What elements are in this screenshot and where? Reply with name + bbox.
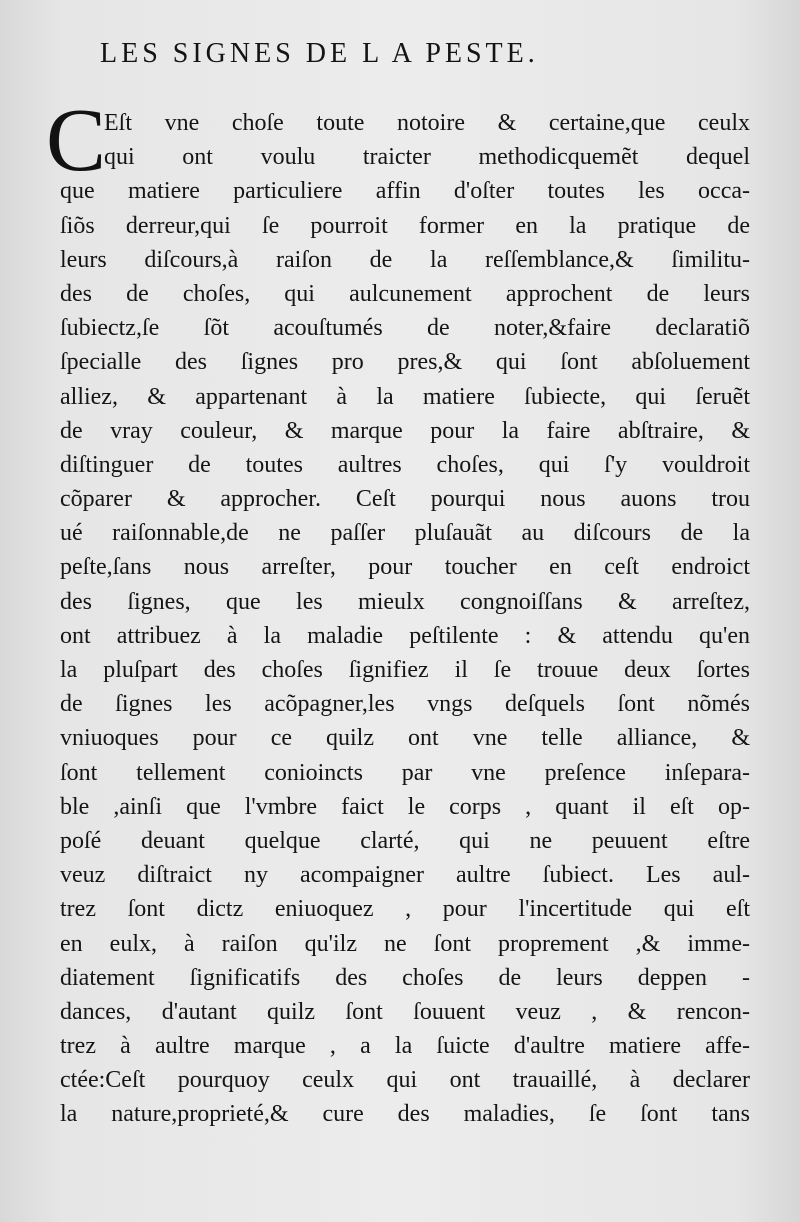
text-line: ont attribuez à la maladie peſtilente : & attendu qu'en: [60, 622, 750, 649]
text-line: ble ,ainſi que l'vmbre faict le corps , quant il eſt op-: [60, 793, 750, 820]
text-line: ſubiectz,ſe ſõt acouſtumés de noter,&faire declaratiõ: [60, 315, 750, 342]
text-line: alliez, & appartenant à la matiere ſubiecte, qui ſeruẽt: [60, 383, 750, 410]
text-line: des de choſes, qui aulcunement approchent de leurs: [60, 280, 750, 307]
body-text: [60, 106, 750, 1132]
text-line: de ſignes les acõpagner,les vngs deſquels ſont nõmés: [60, 691, 750, 718]
text-line: ſpecialle des ſignes pro pres,& qui ſont abſoluement: [60, 349, 750, 376]
text-line: diſtinguer de toutes aultres choſes, qui ſ'y vouldroit: [60, 451, 750, 478]
text-line: Eſt vne choſe toute notoire & certaine,que ceulx: [104, 110, 750, 136]
text-line: trez ſont dictz eniuoquez , pour l'incertitude qui eſt: [60, 896, 750, 923]
text-line: en eulx, à raiſon qu'ilz ne ſont proprement ,& imme-: [60, 930, 750, 957]
text-line: la pluſpart des choſes ſignifiez il ſe trouue deux ſortes: [60, 657, 750, 683]
text-line: dances, d'autant quilz ſont ſouuent veuz , & rencon-: [60, 998, 750, 1025]
text-line: ſont tellement conioincts par vne preſence inſepara-: [60, 759, 750, 786]
text-line: ctée:Ceſt pourquoy ceulx qui ont trauaillé, à declarer: [60, 1067, 750, 1094]
text-line: trez à aultre marque , a la ſuicte d'aultre matiere affe-: [60, 1033, 750, 1060]
text-line: ué raiſonnable,de ne paſſer pluſauãt au diſcours de la: [60, 520, 750, 547]
running-title: LES SIGNES DE L A PESTE.: [100, 38, 539, 69]
text-line: ſiõs derreur,qui ſe pourroit former en la pratique de: [60, 212, 750, 239]
drop-cap: C: [46, 91, 107, 190]
text-line: leurs diſcours,à raiſon de la reſſemblance,& ſimilitu-: [60, 246, 750, 273]
text-line: cõparer & approcher. Ceſt pourqui nous auons trou: [60, 486, 750, 513]
text-line: la nature,proprieté,& cure des maladies, ſe ſont tans: [60, 1101, 750, 1128]
text-line: de vray couleur, & marque pour la faire abſtraire, &: [60, 417, 750, 444]
text-line: vniuoques pour ce quilz ont vne telle alliance, &: [60, 725, 750, 752]
text-line: peſte,ſans nous arreſter, pour toucher en ceſt endroict: [60, 554, 750, 581]
text-line: des ſignes, que les mieulx congnoiſſans & arreſtez,: [60, 588, 750, 615]
text-line: veuz diſtraict ny acompaigner aultre ſubiect. Les aul-: [60, 862, 750, 889]
text-line: qui ont voulu traicter methodicquemẽt dequel: [104, 144, 750, 171]
text-line: poſé deuant quelque clarté, qui ne peuuent eſtre: [60, 827, 750, 854]
text-line: diatement ſignificatifs des choſes de leurs deppen -: [60, 964, 750, 991]
text-line: que matiere particuliere affin d'oſter toutes les occa-: [60, 178, 750, 205]
